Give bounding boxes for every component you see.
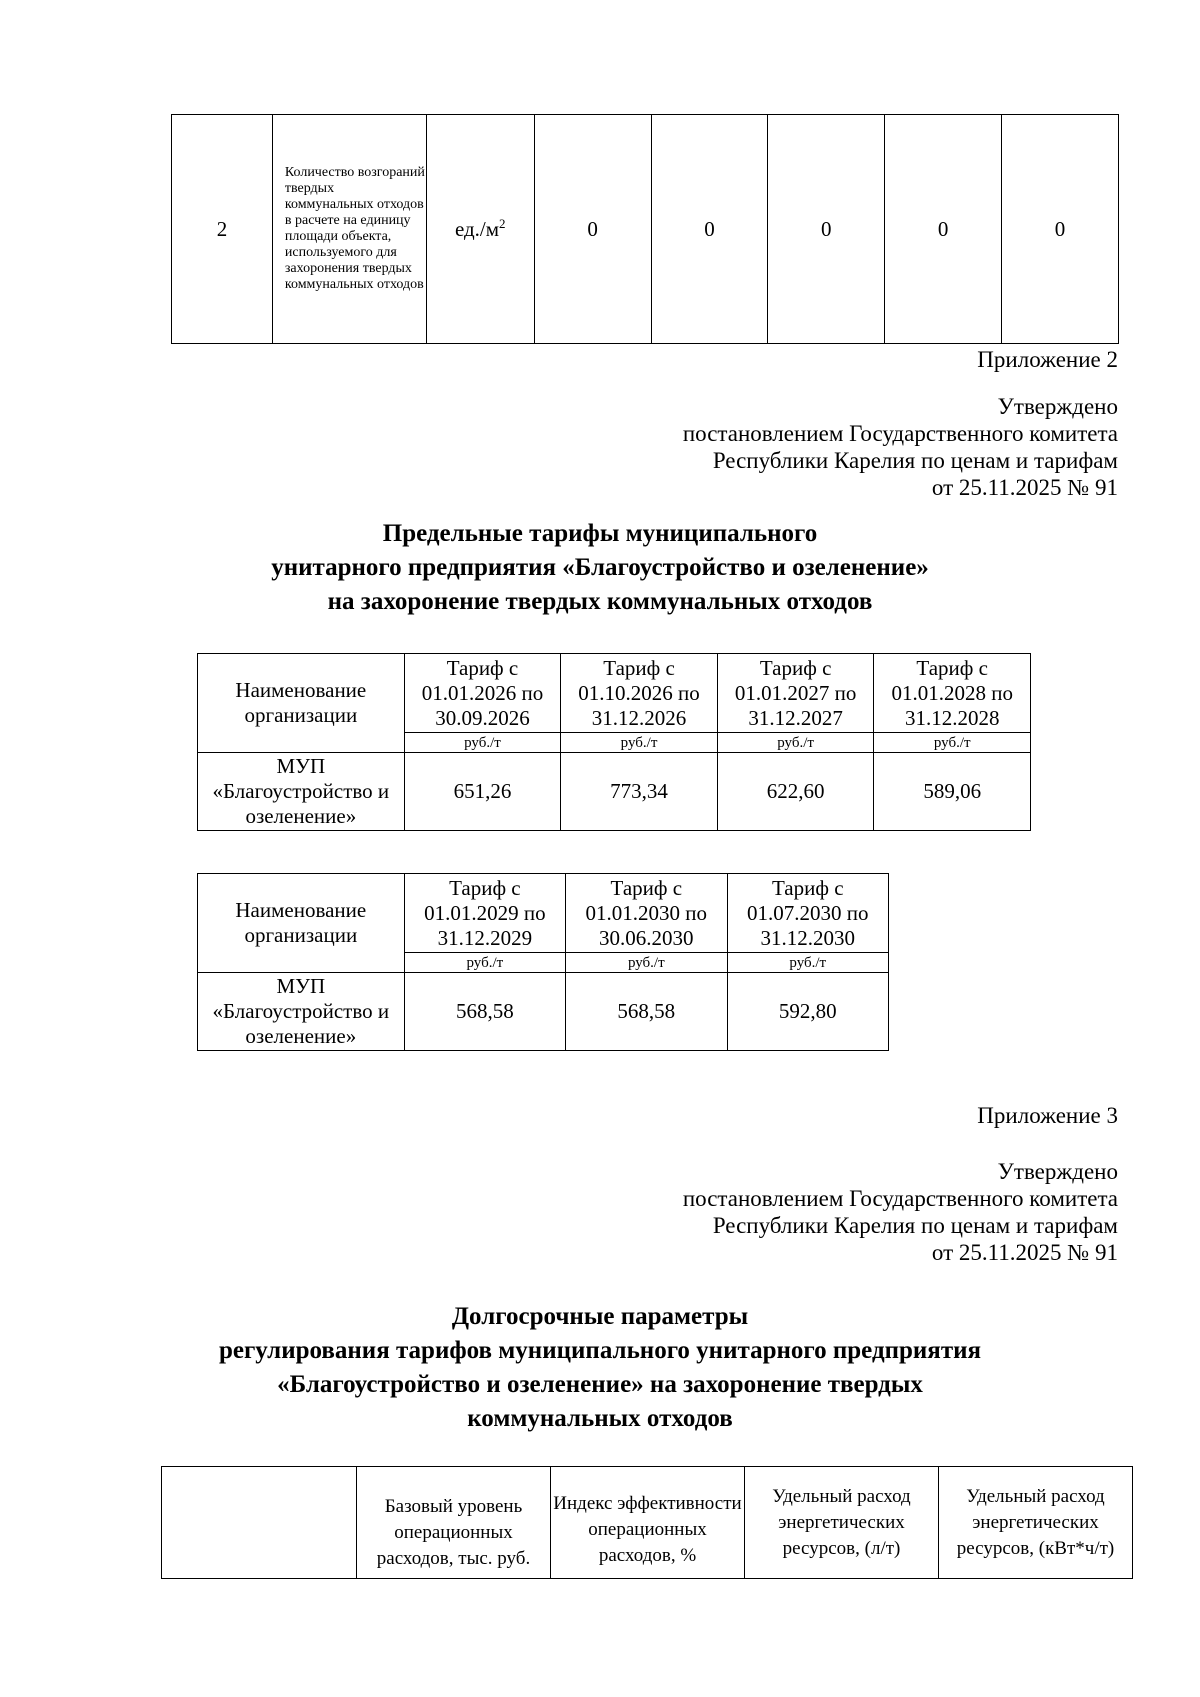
param-header: Индекс эффективности операционных расходов, % bbox=[551, 1467, 745, 1579]
org-name: МУП «Благоустройство и озеленение» bbox=[198, 753, 405, 831]
appendix-3-approval bbox=[683, 1158, 1118, 1266]
title-line: «Благоустройство и озеленение» на захоронение твердых bbox=[277, 1371, 923, 1398]
table-row bbox=[198, 753, 1031, 831]
unit-cell: руб./т bbox=[404, 733, 561, 753]
unit-text: ед./м bbox=[454, 217, 500, 241]
tariff-value: 622,60 bbox=[717, 753, 874, 831]
tariff-header: Тариф с 01.01.2029 по 31.12.2029 bbox=[404, 874, 565, 953]
unit-cell: руб./т bbox=[717, 733, 874, 753]
indicator-description: Количество возгораний твердых коммунальных отходов в расчете на единицу площади объекта, используемого для захоронения твердых коммунальных отходов bbox=[272, 115, 426, 344]
approval-line: постановлением Государственного комитета bbox=[682, 421, 1118, 446]
value-cell: 0 bbox=[885, 115, 1002, 344]
approval-line: Республики Карелия по ценам и тарифам bbox=[712, 448, 1118, 473]
org-name: МУП «Благоустройство и озеленение» bbox=[198, 973, 405, 1051]
value-cell: 0 bbox=[651, 115, 768, 344]
approval-line: Республики Карелия по ценам и тарифам bbox=[712, 1213, 1118, 1238]
title-line: унитарного предприятия «Благоустройство и озеленение» bbox=[271, 554, 929, 581]
unit-cell: руб./т bbox=[566, 953, 727, 973]
tariff-header: Тариф с 01.01.2027 по 31.12.2027 bbox=[717, 654, 874, 733]
title-line: регулирования тарифов муниципального унитарного предприятия bbox=[218, 1337, 982, 1364]
title-line: Долгосрочные параметры bbox=[451, 1303, 749, 1330]
tariff-value: 773,34 bbox=[561, 753, 718, 831]
unit-cell: руб./т bbox=[727, 953, 888, 973]
approved-text: Утверждено bbox=[997, 1159, 1118, 1184]
tariff-value: 651,26 bbox=[404, 753, 561, 831]
value-cell: 0 bbox=[768, 115, 885, 344]
params-table bbox=[161, 1466, 1133, 1579]
org-header: Наименование организации bbox=[198, 654, 405, 753]
tariff-value: 589,06 bbox=[874, 753, 1031, 831]
title-line: Предельные тарифы муниципального bbox=[382, 520, 818, 547]
tariff-header: Тариф с 01.01.2030 по 30.06.2030 bbox=[566, 874, 727, 953]
tariff-value: 568,58 bbox=[566, 973, 727, 1051]
unit-cell: руб./т bbox=[404, 953, 565, 973]
approved-text: Утверждено bbox=[997, 394, 1118, 419]
value-cell: 0 bbox=[534, 115, 651, 344]
unit-cell: руб./т bbox=[874, 733, 1031, 753]
title-line: на захоронение твердых коммунальных отходов bbox=[327, 588, 873, 615]
unit-cell: руб./т bbox=[561, 733, 718, 753]
approval-date: от 25.11.2025 № 91 bbox=[931, 475, 1118, 500]
tariff-value: 592,80 bbox=[727, 973, 888, 1051]
tariff-value: 568,58 bbox=[404, 973, 565, 1051]
tariff-table-2 bbox=[197, 873, 889, 1051]
section-title-tariffs bbox=[0, 517, 1200, 619]
tariff-header: Тариф с 01.01.2028 по 31.12.2028 bbox=[874, 654, 1031, 733]
approval-line: постановлением Государственного комитета bbox=[682, 1186, 1118, 1211]
tariff-header: Тариф с 01.07.2030 по 31.12.2030 bbox=[727, 874, 888, 953]
row-number: 2 bbox=[172, 115, 273, 344]
table-row bbox=[198, 973, 889, 1051]
table-header-row bbox=[198, 654, 1031, 733]
param-header: Удельный расход энергетических ресурсов, (кВт*ч/т) bbox=[939, 1467, 1133, 1579]
tariff-table-1 bbox=[197, 653, 1031, 831]
org-header: Наименование организации bbox=[198, 874, 405, 973]
appendix-2-approval bbox=[683, 393, 1118, 501]
tariff-header: Тариф с 01.10.2026 по 31.12.2026 bbox=[561, 654, 718, 733]
top-table bbox=[171, 114, 1119, 344]
unit-cell bbox=[426, 115, 534, 344]
param-header: Удельный расход энергетических ресурсов, (л/т) bbox=[745, 1467, 939, 1579]
appendix-3-label: Приложение 3 bbox=[977, 1103, 1118, 1128]
table-header-row bbox=[198, 874, 889, 953]
title-line: коммунальных отходов bbox=[467, 1405, 733, 1432]
table-row bbox=[172, 115, 1119, 344]
tariff-header: Тариф с 01.01.2026 по 30.09.2026 bbox=[404, 654, 561, 733]
empty-header bbox=[162, 1467, 357, 1579]
appendix-2-label: Приложение 2 bbox=[977, 347, 1118, 372]
section-title-params bbox=[0, 1300, 1200, 1436]
unit-superscript: 2 bbox=[499, 216, 506, 231]
table-header-row bbox=[162, 1467, 1133, 1579]
param-header: Базовый уровень операционных расходов, тыс. руб. bbox=[357, 1467, 551, 1579]
approval-date: от 25.11.2025 № 91 bbox=[931, 1240, 1118, 1265]
value-cell: 0 bbox=[1002, 115, 1119, 344]
